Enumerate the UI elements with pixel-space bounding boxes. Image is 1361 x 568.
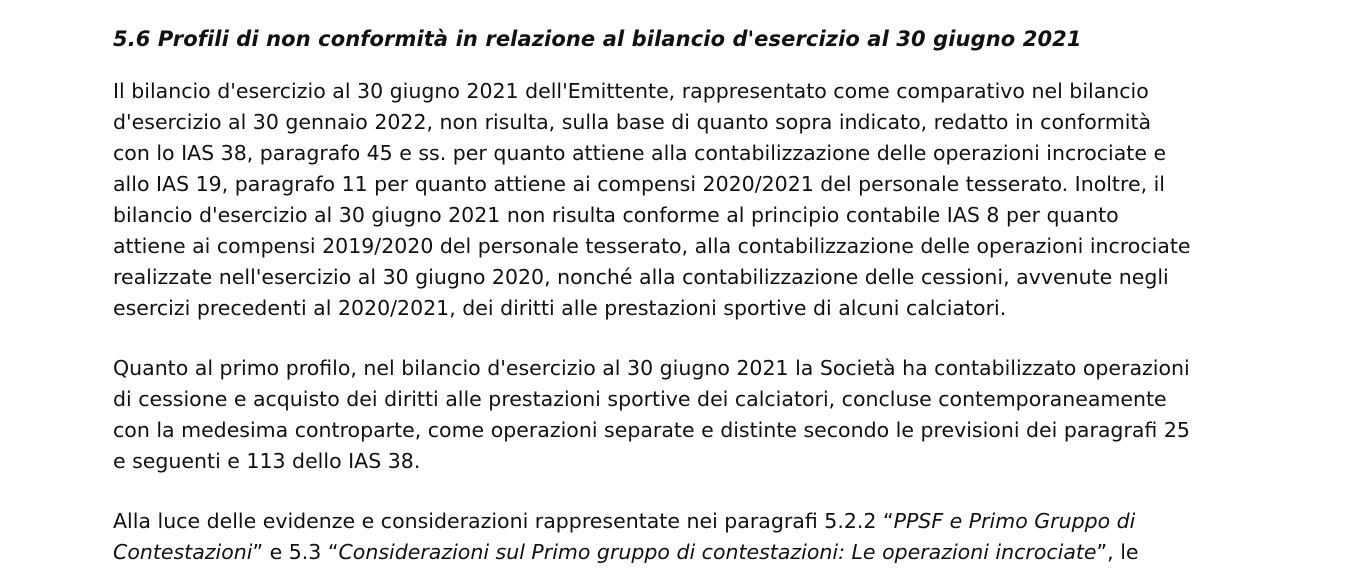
section-heading: 5.6 Profili di non conformità in relazione al bilancio d'esercizio al 30 giugno 2021 <box>113 27 1082 51</box>
paragraph-2-line: e seguenti e 113 dello IAS 38. <box>113 449 421 473</box>
paragraph-3-text: Alla luce delle evidenze e considerazioni rappresentate nei paragrafi 5.2.2 “ <box>113 509 894 533</box>
cited-title-italic: Contestazioni <box>113 540 253 564</box>
paragraph-1 <box>113 76 1353 324</box>
paragraph-1-line: bilancio d'esercizio al 30 giugno 2021 non risulta conforme al principio contabile IAS 8 per quanto <box>113 203 1119 227</box>
paragraph-2-line: di cessione e acquisto dei diritti alle prestazioni sportive dei calciatori, concluse contemporaneamente <box>113 387 1167 411</box>
paragraph-1-line: d'esercizio al 30 gennaio 2022, non risulta, sulla base di quanto sopra indicato, redatto in conformità <box>113 110 1152 134</box>
paragraph-1-line: esercizi precedenti al 2020/2021, dei diritti alle prestazioni sportive di alcuni calciatori. <box>113 296 1007 320</box>
paragraph-1-line: con lo IAS 38, paragrafo 45 e ss. per quanto attiene alla contabilizzazione delle operazioni incrociate e <box>113 141 1167 165</box>
cited-title-italic: Considerazioni sul Primo gruppo di contestazioni: Le operazioni incrociate <box>338 540 1097 564</box>
paragraph-3-line <box>113 537 1353 568</box>
paragraph-2-line: Quanto al primo profilo, nel bilancio d'esercizio al 30 giugno 2021 la Società ha contabilizzato operazioni <box>113 356 1190 380</box>
paragraph-1-line: allo IAS 19, paragrafo 11 per quanto attiene ai compensi 2020/2021 del personale tesserato. Inoltre, il <box>113 172 1165 196</box>
paragraph-2 <box>113 353 1353 477</box>
document-page <box>113 24 1353 568</box>
paragraph-3-line <box>113 506 1353 537</box>
paragraph-1-line: attiene ai compensi 2019/2020 del personale tesserato, alla contabilizzazione delle operazioni incrociate <box>113 234 1191 258</box>
paragraph-2-line: con la medesima controparte, come operazioni separate e distinte secondo le previsioni dei paragrafi 25 <box>113 418 1190 442</box>
cited-title-italic: PPSF e Primo Gruppo di <box>893 509 1136 533</box>
paragraph-3 <box>113 506 1353 568</box>
paragraph-1-line: realizzate nell'esercizio al 30 giugno 2020, nonché alla contabilizzazione delle cessioni, avvenute negli <box>113 265 1169 289</box>
paragraph-3-text: ” e 5.3 “ <box>252 540 339 564</box>
paragraph-1-line: Il bilancio d'esercizio al 30 giugno 2021 dell'Emittente, rappresentato come comparativo nel bilancio <box>113 79 1149 103</box>
paragraph-3-text: ”, le <box>1096 540 1139 564</box>
